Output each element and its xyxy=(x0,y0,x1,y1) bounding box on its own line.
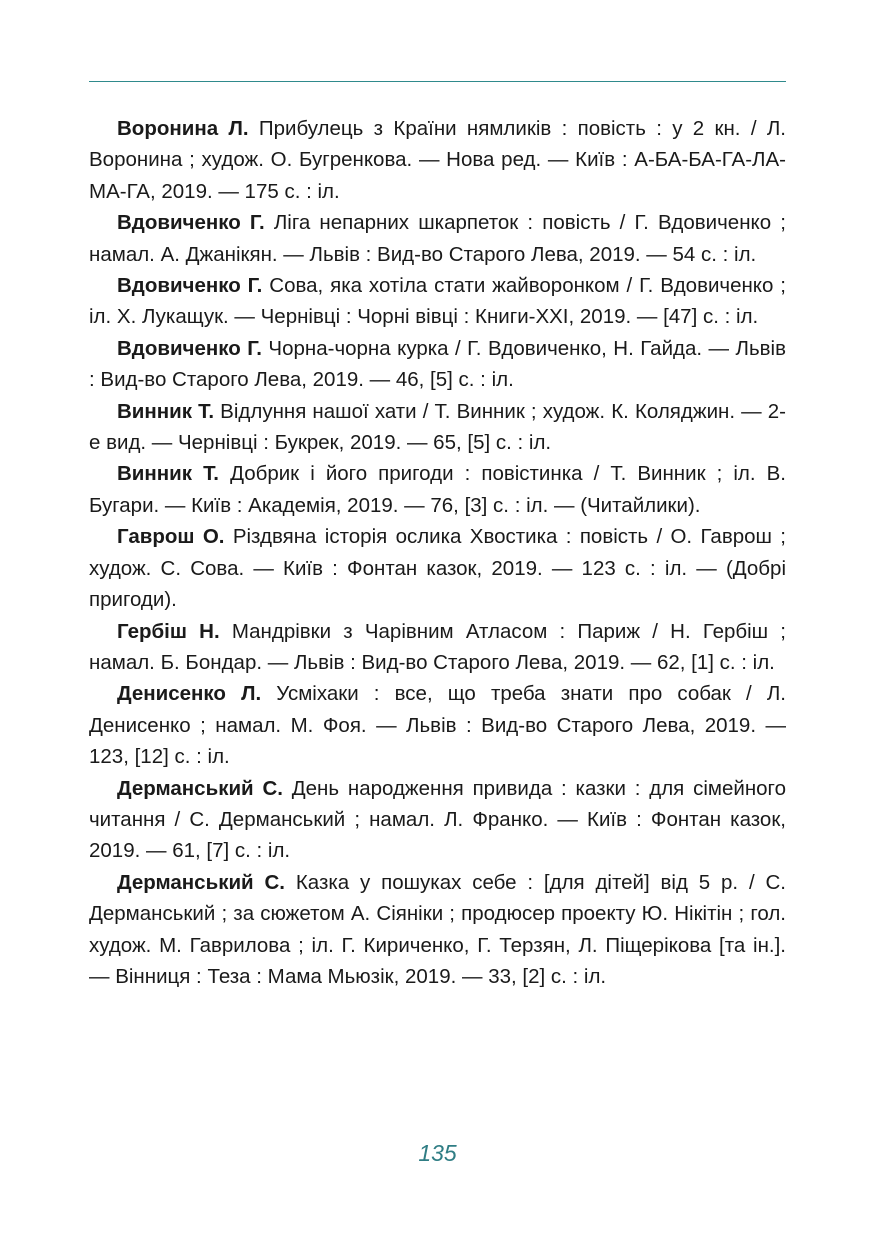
bibliography-entry xyxy=(89,867,786,993)
bibliography-entry xyxy=(89,113,786,207)
entry-author: Воронина Л. xyxy=(117,117,249,140)
bibliography-entry xyxy=(89,678,786,772)
entry-text: Добрик і його пригоди : повістинка / Т. Винник ; іл. В. Бугари. — Київ : Академія, 2019. — 76, [3] с. : іл. — (Читайлики). xyxy=(89,462,786,517)
bibliography-entry xyxy=(89,333,786,396)
entry-text: Казка у пошуках себе : [для дітей] від 5 р. / С. Дерманський ; за сюжетом А. Сіяніки ; продюсер проекту Ю. Нікітін ; гол. худож. М. Гаврилова ; іл. Г. Кириченко, Г. Терзян, Л. Піщерікова [та ін.]. — Вінниця : Теза : Мама Мьюзік, 2019. — 33, [2] с. : іл. xyxy=(89,870,786,988)
entry-author: Вдовиченко Г. xyxy=(117,211,265,235)
bibliography-entry xyxy=(89,521,786,615)
entry-author: Винник Т. xyxy=(117,462,220,486)
bibliography-list xyxy=(89,113,786,992)
entry-text: Мандрівки з Чарівним Атласом : Париж / Н. Гербіш ; намал. Б. Бондар. — Львів : Вид-во Старого Лева, 2019. — 62, [1] с. : іл. xyxy=(89,619,786,674)
entry-author: Дерманський С. xyxy=(117,776,283,800)
entry-text: Різдвяна історія ослика Хвостика : повість / О. Гаврош ; худож. С. Сова. — Київ : Фонтан казок, 2019. — 123 с. : іл. — (Добрі пригоди). xyxy=(89,525,787,612)
entry-text: Сова, яка хотіла стати жайворонком / Г. Вдовиченко ; іл. Х. Лукащук. — Чернівці : Чорні вівці : Книги-ХХІ, 2019. — [47] с. : іл. xyxy=(89,274,786,329)
entry-text: Чорна-чорна курка / Г. Вдовиченко, Н. Гайда. — Львів : Вид-во Старого Лева, 2019. — 46, [5] с. : іл. xyxy=(89,336,786,392)
header-rule xyxy=(89,81,786,82)
entry-text: Прибулець з Країни нямликів : повість : у 2 кн. / Л. Воронина ; худож. О. Бугренкова. — Нова ред. — Київ : А-БА-БА-ГА-ЛА-МА-ГА, 2019. — 175 с. : іл. xyxy=(89,117,786,203)
bibliography-entry xyxy=(89,458,786,521)
entry-text: День народження привида : казки : для сімейного читання / С. Дерманський ; намал. Л. Франко. — Київ : Фонтан казок, 2019. — 61, [7] с. : іл. xyxy=(89,776,786,863)
entry-author: Гербіш Н. xyxy=(117,619,220,643)
entry-author: Вдовиченко Г. xyxy=(117,274,263,298)
entry-author: Винник Т. xyxy=(117,399,215,423)
bibliography-entry xyxy=(89,616,786,679)
entry-author: Вдовиченко Г. xyxy=(117,336,262,360)
bibliography-entry xyxy=(89,396,786,459)
entry-author: Гаврош О. xyxy=(117,525,225,549)
bibliography-entry xyxy=(89,207,786,270)
entry-text: Усміхаки : все, що треба знати про собак / Л. Денисенко ; намал. М. Фоя. — Львів : Вид-во Старого Лева, 2019. — 123, [12] с. : іл. xyxy=(89,682,787,769)
entry-author: Дерманський С. xyxy=(117,870,285,894)
bibliography-entry xyxy=(89,270,786,333)
entry-text: Відлуння нашої хати / Т. Винник ; худож. К. Коляджин. — 2-е вид. — Чернівці : Букрек, 2019. — 65, [5] с. : іл. xyxy=(89,399,786,455)
entry-author: Денисенко Л. xyxy=(117,682,262,706)
entry-text: Ліга непарних шкарпеток : повість / Г. Вдовиченко ; намал. А. Джанікян. — Львів : Вид-во Старого Лева, 2019. — 54 с. : іл. xyxy=(89,211,786,266)
page-number: 135 xyxy=(418,1140,457,1166)
bibliography-entry xyxy=(89,773,786,867)
